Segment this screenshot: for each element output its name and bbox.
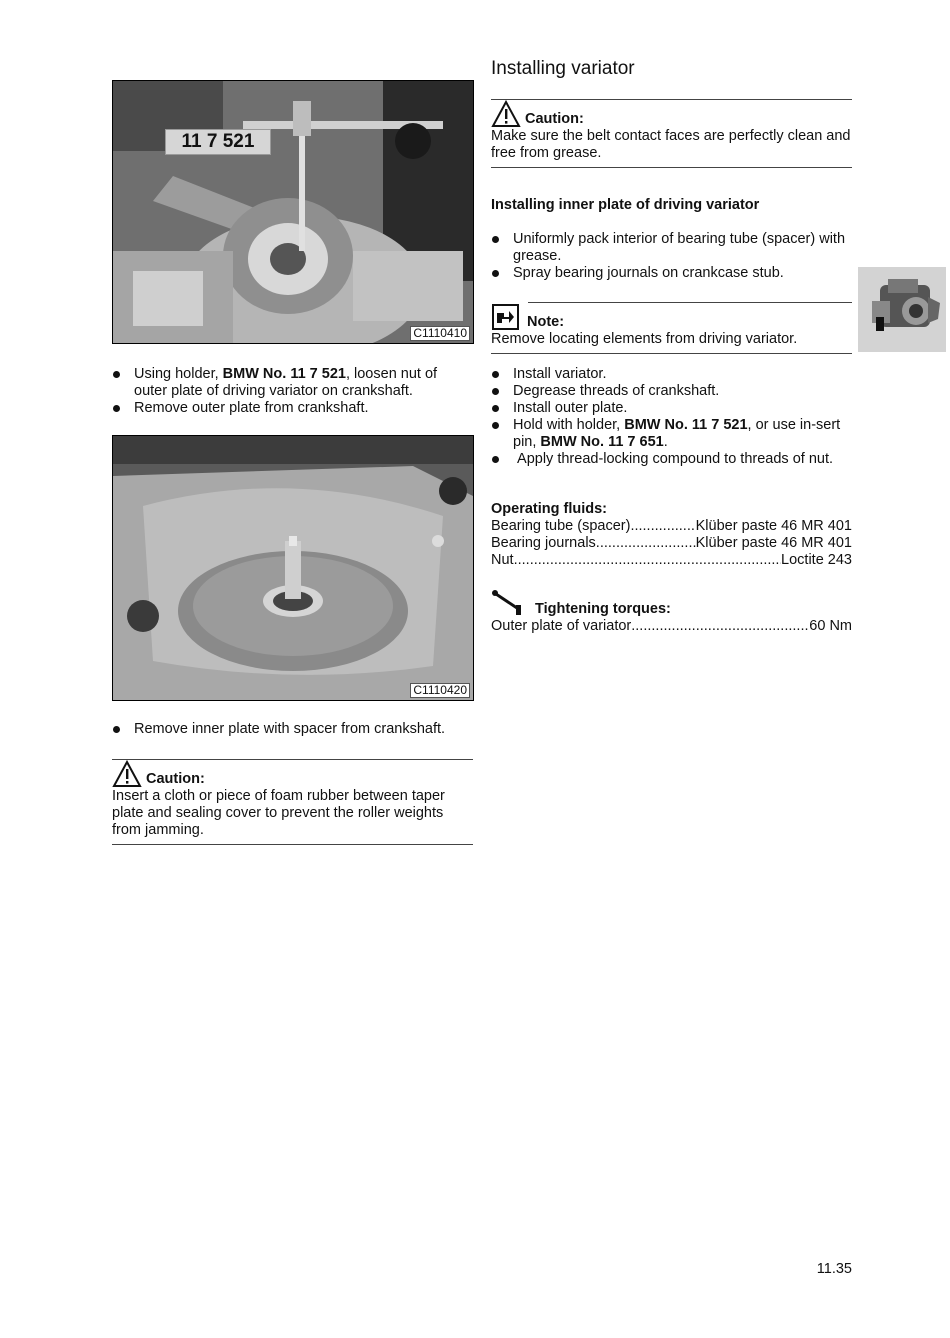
note-text: Remove locating elements from driving variator. — [491, 331, 798, 347]
divider — [112, 844, 473, 845]
chapter-thumb-tab — [858, 267, 946, 352]
torque-wrench-icon — [491, 588, 527, 618]
left-steps-list-2 — [112, 721, 474, 738]
list-item: Using holder, BMW No. 11 7 521, loosen nut of outer plate of driving variator on crankshaft. — [112, 366, 474, 400]
warning-icon — [112, 760, 142, 788]
list-item: Degrease threads of crankshaft. — [491, 383, 853, 400]
photo-caption-code: C1110420 — [410, 683, 470, 698]
warning-icon — [491, 100, 521, 128]
photo-crankshaft — [112, 435, 474, 701]
fluid-row: Bearing tube (spacer) ..... Klüber paste 46 MR 401 — [491, 518, 852, 535]
photo-caption-code: C1110410 — [410, 326, 470, 341]
fluids-heading: Operating fluids: — [491, 501, 607, 517]
list-item: Hold with holder, BMW No. 11 7 521, or use in-sert pin, BMW No. 11 7 651. — [491, 417, 853, 451]
tool-number-tag: 11 7 521 — [165, 129, 271, 155]
caution-heading: Caution: — [146, 771, 205, 787]
caution-text: Insert a cloth or piece of foam rubber between taper plate and sealing cover to prevent the roller weights from jamming. — [112, 788, 445, 838]
list-item: Remove outer plate from crankshaft. — [112, 400, 474, 417]
photo-crankshaft-illustration — [113, 436, 473, 700]
list-item: Remove inner plate with spacer from crankshaft. — [112, 721, 474, 738]
list-item: Apply thread-locking compound to threads of nut. — [491, 451, 853, 468]
caution-block-left — [112, 760, 474, 839]
operating-fluids — [491, 501, 852, 569]
subheading: Installing inner plate of driving variator — [491, 197, 760, 213]
fluid-row: Nut ..... Loctite 243 — [491, 552, 852, 569]
list-item: Install outer plate. — [491, 400, 853, 417]
right-steps-list-2 — [491, 366, 853, 468]
fluid-row: Bearing journals ..... Klüber paste 46 MR 401 — [491, 535, 852, 552]
photo-variator-holder — [112, 80, 474, 344]
left-steps-list-1 — [112, 366, 474, 417]
right-steps-list-1 — [491, 231, 853, 282]
divider — [491, 353, 852, 354]
caution-heading: Caution: — [525, 111, 584, 127]
caution-block-right — [491, 100, 853, 162]
engine-icon — [858, 267, 946, 352]
tightening-torques — [491, 588, 852, 635]
list-item: Spray bearing journals on crankcase stub. — [491, 265, 853, 282]
section-title: Installing variator — [491, 58, 635, 79]
torques-heading: Tightening torques: — [535, 601, 671, 617]
caution-text: Make sure the belt contact faces are perfectly clean and free from grease. — [491, 128, 851, 161]
torque-row: Outer plate of variator ..... 60 Nm — [491, 618, 852, 635]
divider — [491, 167, 852, 168]
photo-variator-holder-illustration — [113, 81, 473, 343]
note-heading: Note: — [527, 314, 565, 330]
list-item: Uniformly pack interior of bearing tube (spacer) with grease. — [491, 231, 853, 265]
page-number: 11.35 — [816, 1261, 852, 1277]
note-icon — [491, 303, 521, 331]
note-block — [491, 301, 853, 348]
list-item: Install variator. — [491, 366, 853, 383]
